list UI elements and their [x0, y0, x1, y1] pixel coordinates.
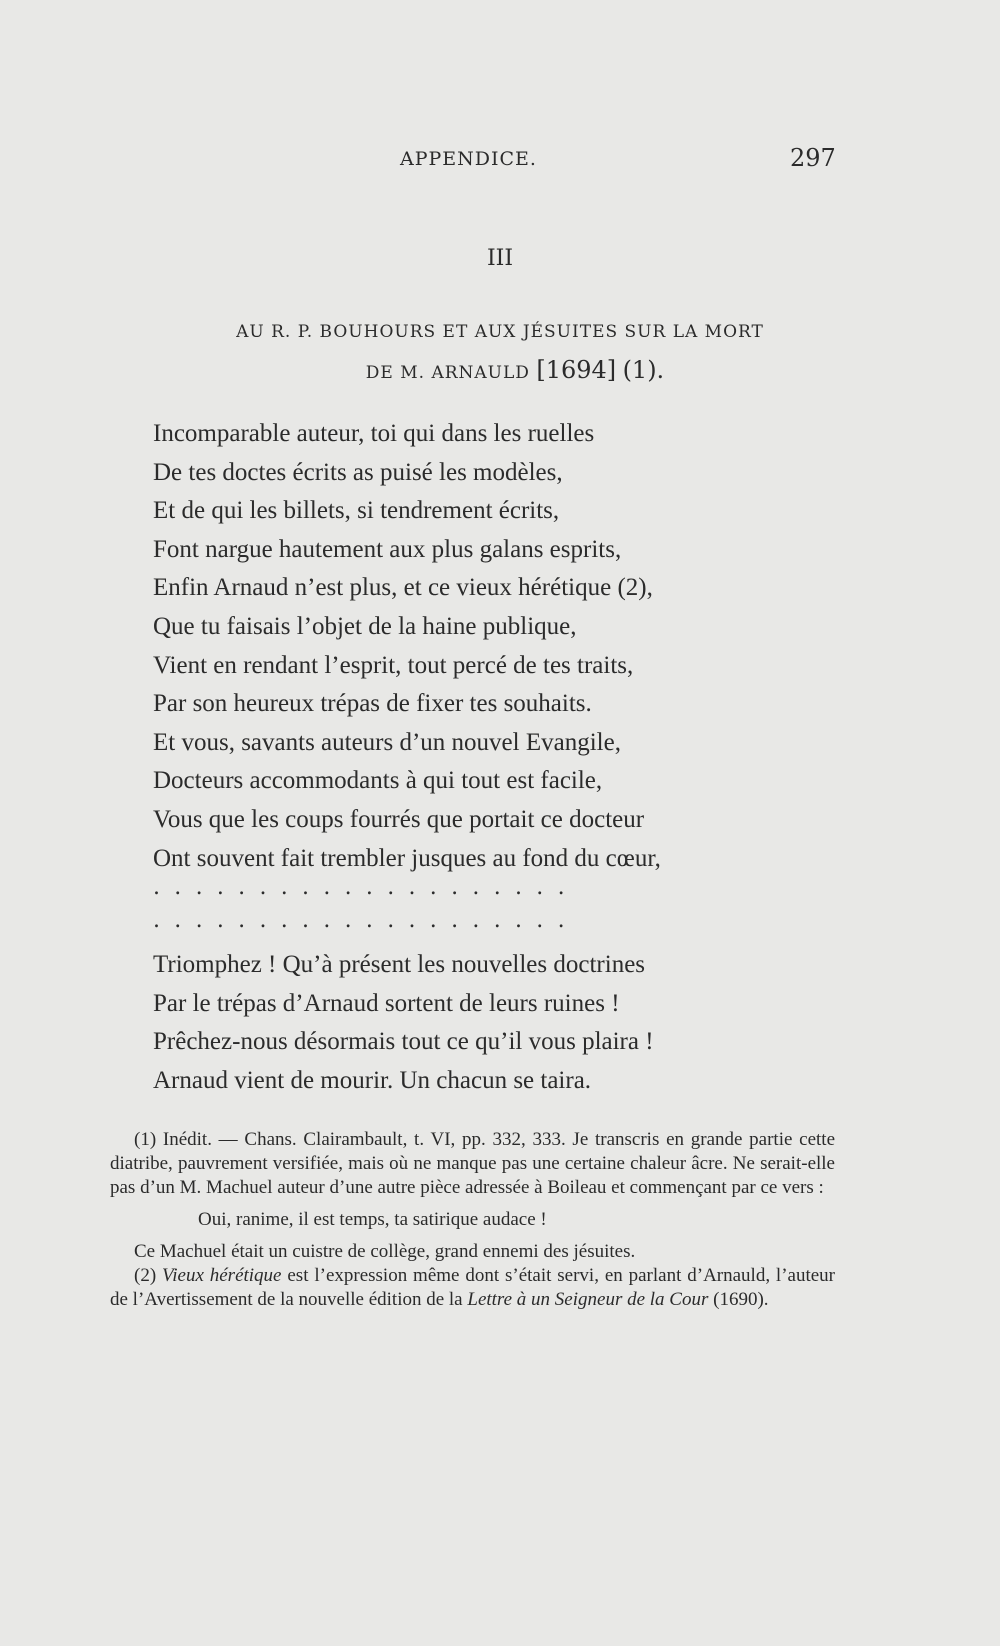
footnote-2-italic-phrase: Vieux hérétique	[162, 1265, 282, 1286]
page-number: 297	[790, 144, 836, 172]
footnote-2-date: (1690).	[708, 1289, 769, 1310]
ellipsis-line: ....................	[153, 875, 579, 900]
footnote-quote: Oui, ranime, il est temps, ta satirique audace !	[198, 1209, 547, 1230]
verse-line: Par le trépas d’Arnaud sortent de leurs ruines !	[153, 989, 620, 1017]
footnote-2	[110, 1264, 835, 1312]
verse-line: Prêchez-nous désormais tout ce qu’il vous plaira !	[153, 1028, 654, 1056]
title-line-1: AU R. P. BOUHOURS ET AUX JÉSUITES SUR LA MORT	[236, 322, 764, 342]
verse-line: Et de qui les billets, si tendrement écrits,	[153, 497, 560, 525]
title-note-ref: (1).	[622, 356, 665, 384]
title-line-2	[30, 351, 1000, 392]
poem-title	[0, 313, 1000, 392]
verse-line: Arnaud vient de mourir. Un chacun se taira.	[153, 1066, 592, 1094]
verse-line: Docteurs accommodants à qui tout est facile,	[153, 767, 603, 795]
verse-line: Vient en rendant l’esprit, tout percé de tes traits,	[153, 651, 634, 679]
footnote-2-text: est l’expression même dont s’était servi, en parlant d’Arnauld, l’auteur de l’Avertissement de la nouvelle édition de la	[110, 1265, 836, 1310]
title-date: [1694]	[536, 356, 617, 384]
verse-line: Que tu faisais l’objet de la haine publique,	[153, 612, 577, 640]
poem-part-1	[153, 415, 833, 878]
footnote-1: (1) Inédit. — Chans. Clairambault, t. VI, pp. 332, 333. Je transcris en grande partie cette diatribe, pauvrement versifiée, mais où ne manque pas une certaine chaleur âcre. Ne serait-elle pas d’un M. Machuel auteur d’une autre pièce adressée à Boileau et commençant par ce vers :	[110, 1129, 835, 1198]
footnote-1-continued: Ce Machuel était un cuistre de collège, grand ennemi des jésuites.	[134, 1241, 636, 1262]
title-line-2-text: DE M. ARNAULD	[365, 363, 530, 383]
ellipsis-line: ....................	[153, 908, 579, 933]
verse-line: Font nargue hautement aux plus galans esprits,	[153, 535, 622, 563]
verse-line: Ont souvent fait trembler jusques au fond du cœur,	[153, 844, 661, 872]
footnote-2-italic-title: Lettre à un Seigneur de la Cour	[467, 1289, 709, 1310]
poem-part-2	[153, 946, 833, 1100]
verse-line: Triomphez ! Qu’à présent les nouvelles doctrines	[153, 951, 646, 978]
running-head: APPENDICE.	[400, 148, 537, 170]
verse-line: Et vous, savants auteurs d’un nouvel Evangile,	[153, 728, 621, 756]
verse-line: Par son heureux trépas de fixer tes souhaits.	[153, 690, 592, 718]
footnote-2-mark: (2)	[134, 1265, 157, 1286]
section-number: III	[486, 246, 514, 271]
footnotes	[110, 1128, 835, 1312]
verse-line: Vous que les coups fourrés que portait ce docteur	[153, 805, 645, 833]
verse-line: Enfin Arnaud n’est plus, et ce vieux hérétique (2),	[153, 574, 653, 602]
page-header	[0, 144, 1000, 178]
verse-line: Incomparable auteur, toi qui dans les ruelles	[153, 420, 595, 447]
verse-line: De tes doctes écrits as puisé les modèles,	[153, 458, 563, 486]
